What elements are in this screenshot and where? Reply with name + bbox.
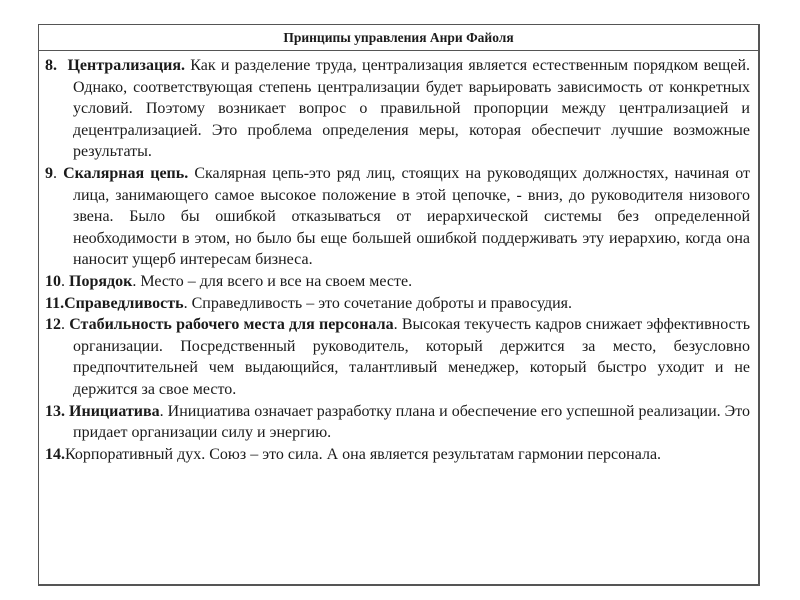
item-text: . Справедливость – это сочетание доброты и правосудия. (183, 294, 573, 312)
item-number: 14. (45, 445, 65, 463)
item-heading: Инициатива (69, 402, 160, 420)
item-heading: Справедливость (64, 294, 184, 312)
principle-item-9 (45, 163, 750, 271)
item-number-separator: . (61, 316, 65, 334)
principle-item-12 (45, 314, 750, 400)
item-number: 13. (45, 402, 65, 420)
item-text: . Высокая текучесть кадров снижает эффективность организации. Посредственный руководитель, который держится за место, безусловно предпочтительней чем выдающийся, талантливый менеджер, который быстро уходит и не держится за свое место. (73, 316, 751, 398)
item-text: Скалярная цепь-это ряд лиц, стоящих на руководящих должностях, начиная от лица, занимающего самое высокое положение в этой цепочке, - вниз, до руководителя низового звена. Было бы ошибкой отказываться от иерархической системы без определенной необходимости в этом, но было бы еще большей ошибкой поддерживать эту иерархию, когда она наносит ущерб интересам бизнеса. (73, 164, 751, 269)
item-text: Корпоративный дух. Союз – это сила. А она является результатам гармонии персонала. (65, 445, 662, 463)
item-number: 10 (45, 272, 61, 290)
item-number-separator: . (53, 164, 57, 182)
item-text: . Место – для всего и все на своем месте. (132, 272, 413, 290)
principles-table (38, 24, 760, 586)
principle-item-14 (45, 444, 750, 466)
table-header: Принципы управления Анри Файоля (39, 25, 758, 51)
table-body (39, 51, 758, 465)
principle-item-13 (45, 401, 750, 444)
item-number: 8. (45, 57, 57, 74)
item-number: 12 (45, 316, 61, 334)
item-number: 9 (45, 164, 53, 182)
item-number: 11. (45, 294, 65, 312)
principle-item-8 (45, 55, 750, 163)
item-heading: Скалярная цепь. (63, 164, 189, 182)
principle-item-11 (45, 293, 750, 315)
item-text: . Инициатива означает разработку плана и обеспечение его успешной реализации. Это придает организации силу и энергию. (73, 402, 751, 442)
principle-item-10 (45, 271, 750, 293)
item-heading: Порядок (69, 272, 133, 290)
item-text: Как и разделение труда, централизация является естественным порядком вещей. Однако, соответствующая степень централизации будет варьировать зависимость от конкретных условий. Поэтому возникает вопрос о правильной пропорции между централизацией и децентрализацией. Это проблема определения меры, которая обеспечит лучшие возможные результаты. (73, 57, 750, 161)
item-number-separator: . (61, 272, 65, 290)
item-heading: Централизация. (67, 57, 186, 74)
item-heading: Стабильность рабочего места для персонала (69, 316, 394, 334)
